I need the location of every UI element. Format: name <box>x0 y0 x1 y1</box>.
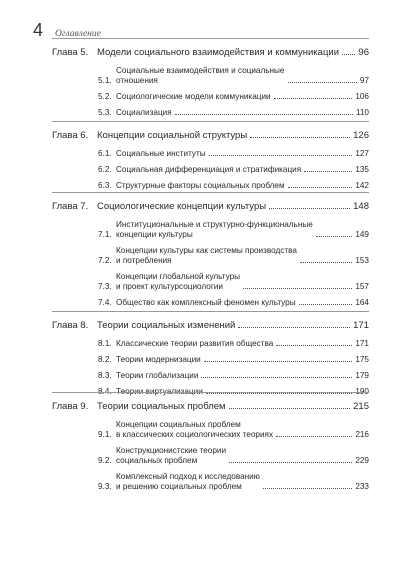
section-row[interactable] <box>52 472 369 492</box>
section-page-number: 97 <box>359 76 369 85</box>
section-title <box>116 246 297 266</box>
dot-leader <box>276 345 352 346</box>
section-row[interactable] <box>52 149 369 159</box>
chapter-divider <box>52 392 369 393</box>
section-number: 8.3. <box>98 371 112 380</box>
section-title <box>116 149 206 159</box>
section-number: 7.4. <box>98 298 112 307</box>
chapter-row[interactable] <box>52 317 369 331</box>
section-title-line: отношения <box>116 76 158 85</box>
section-body <box>116 472 355 492</box>
section-title-line: в классических социологических теориях <box>116 430 274 439</box>
section-row[interactable] <box>52 420 369 440</box>
page-number: 4 <box>33 20 44 40</box>
section-title-line: Классические теории развития общества <box>116 339 274 348</box>
section-body <box>116 355 355 365</box>
section-title <box>116 181 285 191</box>
section-title-line: Социальная дифференциация и стратификация <box>116 165 302 174</box>
chapter-label: Глава 8. <box>52 320 89 331</box>
section-title-line: Общество как комплексный феномен культуры <box>116 298 296 307</box>
dot-leader <box>263 488 352 489</box>
dot-leader <box>209 155 353 156</box>
chapter-divider <box>52 311 369 312</box>
chapter-label: Глава 6. <box>52 130 89 141</box>
section-body <box>116 66 360 86</box>
section-title-line: концепции культуры <box>116 230 193 239</box>
section-title-line: Социологические модели коммуникации <box>116 92 271 101</box>
section-number: 6.1. <box>98 149 112 158</box>
section-number: 9.1. <box>98 430 112 439</box>
section-title <box>116 66 285 86</box>
chapter-title: Теории социальных изменений <box>97 320 236 331</box>
dot-leader <box>342 54 355 55</box>
section-body <box>116 165 355 175</box>
section-page-number: 106 <box>355 92 369 101</box>
section-title <box>116 165 301 175</box>
section-row[interactable] <box>52 355 369 365</box>
section-number: 8.4. <box>98 387 112 396</box>
section-page-number: 110 <box>355 108 369 117</box>
chapter-divider <box>52 192 369 193</box>
chapter-row[interactable] <box>52 127 369 141</box>
section-body <box>116 371 355 381</box>
chapter-divider <box>52 121 369 122</box>
chapter-title: Модели социального взаимодействия и коммуникации <box>97 47 339 58</box>
dot-leader <box>201 377 352 378</box>
chapter-label: Глава 9. <box>52 401 89 412</box>
section-page-number: 142 <box>355 181 369 190</box>
section-page-number: 157 <box>355 282 369 291</box>
chapter-entry <box>52 317 370 397</box>
section-title-line: Теории модернизации <box>116 355 201 364</box>
dot-leader <box>229 408 351 409</box>
chapter-row[interactable] <box>52 44 369 58</box>
section-number: 8.1. <box>98 339 112 348</box>
section-body <box>116 298 355 308</box>
section-title-line: Конструкционистские теории <box>116 446 227 455</box>
section-number: 7.2. <box>98 256 112 265</box>
chapter-page-number: 126 <box>353 130 369 141</box>
dot-leader <box>300 262 352 263</box>
section-row[interactable] <box>52 66 369 86</box>
dot-leader <box>304 171 352 172</box>
dot-leader <box>276 436 352 437</box>
section-row[interactable] <box>52 181 369 191</box>
section-title-line: Теории глобализации <box>116 371 199 380</box>
section-title <box>116 446 226 466</box>
section-row[interactable] <box>52 165 369 175</box>
dot-leader <box>229 462 352 463</box>
section-number: 7.3. <box>98 282 112 291</box>
section-number: 5.3. <box>98 108 112 117</box>
section-page-number: 233 <box>355 482 369 491</box>
chapter-page-number: 148 <box>353 201 369 212</box>
section-number: 9.2. <box>98 456 112 465</box>
dot-leader <box>288 82 357 83</box>
section-title-line: социальных проблем <box>116 456 198 465</box>
section-title <box>116 339 273 349</box>
section-title-line: Социальные взаимодействия и социальные <box>116 66 285 75</box>
section-page-number: 175 <box>355 355 369 364</box>
section-page-number: 229 <box>355 456 369 465</box>
section-page-number: 164 <box>355 298 369 307</box>
chapter-page-number: 171 <box>353 320 369 331</box>
chapter-title: Социологические концепции культуры <box>97 201 267 212</box>
section-title-line: Концепции глобальной культуры <box>116 272 241 281</box>
section-page-number: 190 <box>355 387 369 396</box>
dot-leader <box>243 288 352 289</box>
section-title <box>116 420 273 440</box>
chapter-row[interactable] <box>52 198 369 212</box>
section-number: 7.1. <box>98 230 112 239</box>
dot-leader <box>316 236 353 237</box>
section-title-line: и решению социальных проблем <box>116 482 242 491</box>
section-title <box>116 220 313 240</box>
chapter-label: Глава 7. <box>52 201 89 212</box>
chapter-title-wrap <box>97 401 353 412</box>
section-body <box>116 446 355 466</box>
section-number: 9.3. <box>98 482 112 491</box>
section-title <box>116 272 240 292</box>
dot-leader <box>299 304 353 305</box>
chapter-entry <box>52 398 370 492</box>
chapter-entry <box>52 44 370 118</box>
chapter-label: Глава 5. <box>52 47 89 58</box>
section-row[interactable] <box>52 108 369 118</box>
chapter-title: Концепции социальной структуры <box>97 130 248 141</box>
chapter-title-wrap <box>97 130 353 141</box>
section-body <box>116 339 355 349</box>
chapter-page-number: 215 <box>353 401 369 412</box>
dot-leader <box>269 208 350 209</box>
section-body <box>116 420 355 440</box>
section-page-number: 179 <box>355 371 369 380</box>
dot-leader <box>204 361 353 362</box>
chapter-row[interactable] <box>52 398 369 412</box>
section-page-number: 149 <box>355 230 369 239</box>
section-body <box>116 181 355 191</box>
section-title-line: Теории виртуализации <box>116 387 203 396</box>
chapter-title: Теории социальных проблем <box>97 401 226 412</box>
section-title-line: Социальные институты <box>116 149 206 158</box>
section-title <box>116 108 172 118</box>
dot-leader <box>250 137 350 138</box>
section-row[interactable] <box>52 298 369 308</box>
dot-leader <box>274 98 353 99</box>
section-body <box>116 272 355 292</box>
dot-leader <box>238 327 350 328</box>
section-row[interactable] <box>52 246 369 266</box>
section-title <box>116 472 260 492</box>
section-body <box>116 246 355 266</box>
chapter-entry <box>52 127 370 191</box>
section-title <box>116 92 271 102</box>
section-title-line: Социализация <box>116 108 172 117</box>
section-page-number: 135 <box>355 165 369 174</box>
section-title-line: Комплексный подход к исследованию <box>116 472 260 481</box>
dot-leader <box>288 187 353 188</box>
section-title <box>116 355 201 365</box>
section-row[interactable] <box>52 272 369 292</box>
section-number: 6.2. <box>98 165 112 174</box>
section-title <box>116 371 198 381</box>
chapter-entry <box>52 198 370 308</box>
section-title-line: Концепции социальных проблем <box>116 420 241 429</box>
dot-leader <box>206 393 353 394</box>
section-title-line: и проект культурсоциологии <box>116 282 223 291</box>
section-row[interactable] <box>52 339 369 349</box>
section-body <box>116 92 355 102</box>
section-title-line: Институциональные и структурно-функциональные <box>116 220 313 229</box>
section-page-number: 216 <box>355 430 369 439</box>
section-row[interactable] <box>52 220 369 240</box>
section-title-line: и потребления <box>116 256 172 265</box>
section-number: 6.3. <box>98 181 112 190</box>
section-body <box>116 108 356 118</box>
running-title: Оглавление <box>55 29 101 39</box>
section-number: 5.2. <box>98 92 112 101</box>
chapter-page-number: 96 <box>358 47 369 58</box>
chapter-title-wrap <box>97 47 358 58</box>
section-row[interactable] <box>52 371 369 381</box>
section-body <box>116 149 355 159</box>
section-number: 5.1. <box>98 76 112 85</box>
section-page-number: 153 <box>355 256 369 265</box>
section-row[interactable] <box>52 92 369 102</box>
section-title <box>116 298 296 308</box>
section-row[interactable] <box>52 446 369 466</box>
section-page-number: 171 <box>355 339 369 348</box>
section-title-line: Структурные факторы социальных проблем <box>116 181 285 190</box>
section-body <box>116 220 355 240</box>
chapter-title-wrap <box>97 320 353 331</box>
chapter-title-wrap <box>97 201 353 212</box>
section-title-line: Концепции культуры как системы производства <box>116 246 297 255</box>
section-page-number: 127 <box>355 149 369 158</box>
section-number: 8.2. <box>98 355 112 364</box>
dot-leader <box>175 114 353 115</box>
chapter-divider <box>52 38 369 39</box>
